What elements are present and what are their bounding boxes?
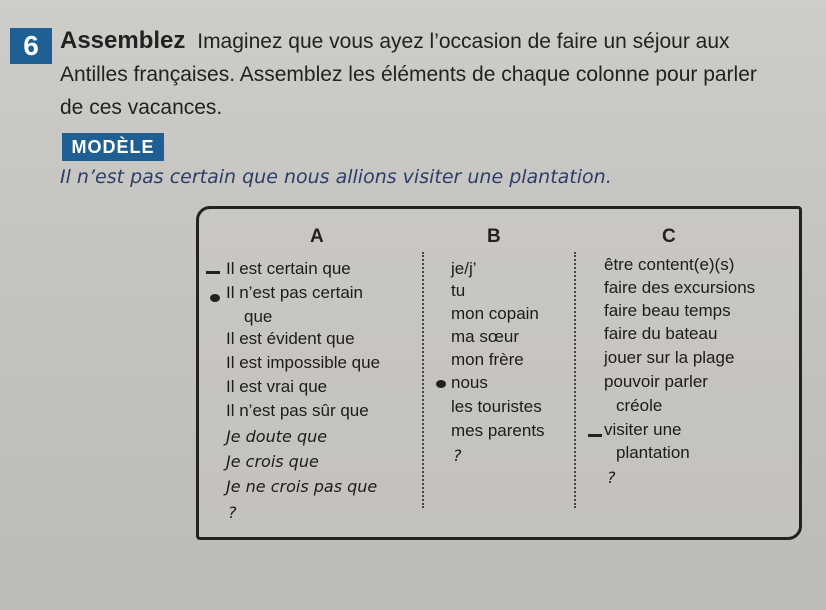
pen-mark-dot bbox=[436, 380, 446, 388]
column-c-item: pouvoir parler bbox=[604, 372, 708, 391]
column-b-header: B bbox=[487, 226, 501, 247]
instruction-text-1: Imaginez que vous ayez l’occasion de faire un séjour aux bbox=[197, 30, 730, 53]
exercise-title: Assemblez bbox=[60, 27, 186, 54]
column-b-item: nous bbox=[451, 373, 488, 392]
pen-mark-dot bbox=[210, 294, 220, 302]
column-a-item: Il n’est pas sûr que bbox=[226, 401, 369, 420]
exercise-number: 6 bbox=[10, 28, 52, 64]
column-b-item: mon frère bbox=[451, 350, 524, 369]
column-a-item: Je ne crois pas que bbox=[226, 477, 378, 496]
column-c-item: créole bbox=[616, 396, 663, 415]
column-b-item: ? bbox=[453, 446, 462, 465]
column-a-item: ? bbox=[228, 503, 237, 522]
column-c-item: faire des excursions bbox=[604, 278, 756, 297]
column-b-item: mon copain bbox=[451, 304, 539, 323]
column-c-item: faire beau temps bbox=[604, 301, 731, 320]
instruction-line-3: de ces vacances. bbox=[60, 96, 223, 119]
column-c-header: C bbox=[662, 226, 676, 247]
column-a-item: Il est vrai que bbox=[226, 377, 328, 396]
model-label: MODÈLE bbox=[62, 133, 164, 161]
instruction-line-1 bbox=[60, 24, 780, 58]
column-c-item: être content(e)(s) bbox=[604, 255, 735, 274]
column-b-item: tu bbox=[451, 281, 466, 300]
column-a-item: Je doute que bbox=[226, 427, 328, 446]
exercise-instructions bbox=[60, 24, 780, 124]
column-b-item: les touristes bbox=[451, 397, 542, 416]
column-b-item: je/j’ bbox=[451, 259, 477, 278]
model-sentence: Il n’est pas certain que nous allions visiter une plantation. bbox=[60, 166, 612, 188]
column-c-item: ? bbox=[607, 468, 616, 487]
column-c-item: jouer sur la plage bbox=[604, 348, 735, 367]
column-a-item: Il est certain que bbox=[226, 259, 351, 278]
column-a-item: Il est impossible que bbox=[226, 353, 381, 372]
column-a-item: Je crois que bbox=[226, 452, 319, 471]
column-separator bbox=[422, 252, 424, 508]
pen-mark-dash bbox=[588, 434, 602, 437]
pen-mark-dash bbox=[206, 271, 220, 274]
column-b-item: ma sœur bbox=[451, 327, 519, 346]
column-b-item: mes parents bbox=[451, 421, 545, 440]
column-separator bbox=[574, 252, 576, 508]
column-c-item: plantation bbox=[616, 443, 690, 462]
column-a-item: Il est évident que bbox=[226, 329, 355, 348]
column-a-item: que bbox=[244, 307, 273, 326]
column-c-item: visiter une bbox=[604, 420, 682, 439]
column-a-item: Il n’est pas certain bbox=[226, 283, 364, 302]
column-c-item: faire du bateau bbox=[604, 324, 718, 343]
column-a-header: A bbox=[310, 226, 324, 247]
instruction-line-2: Antilles françaises. Assemblez les éléments de chaque colonne pour parler bbox=[60, 63, 757, 86]
